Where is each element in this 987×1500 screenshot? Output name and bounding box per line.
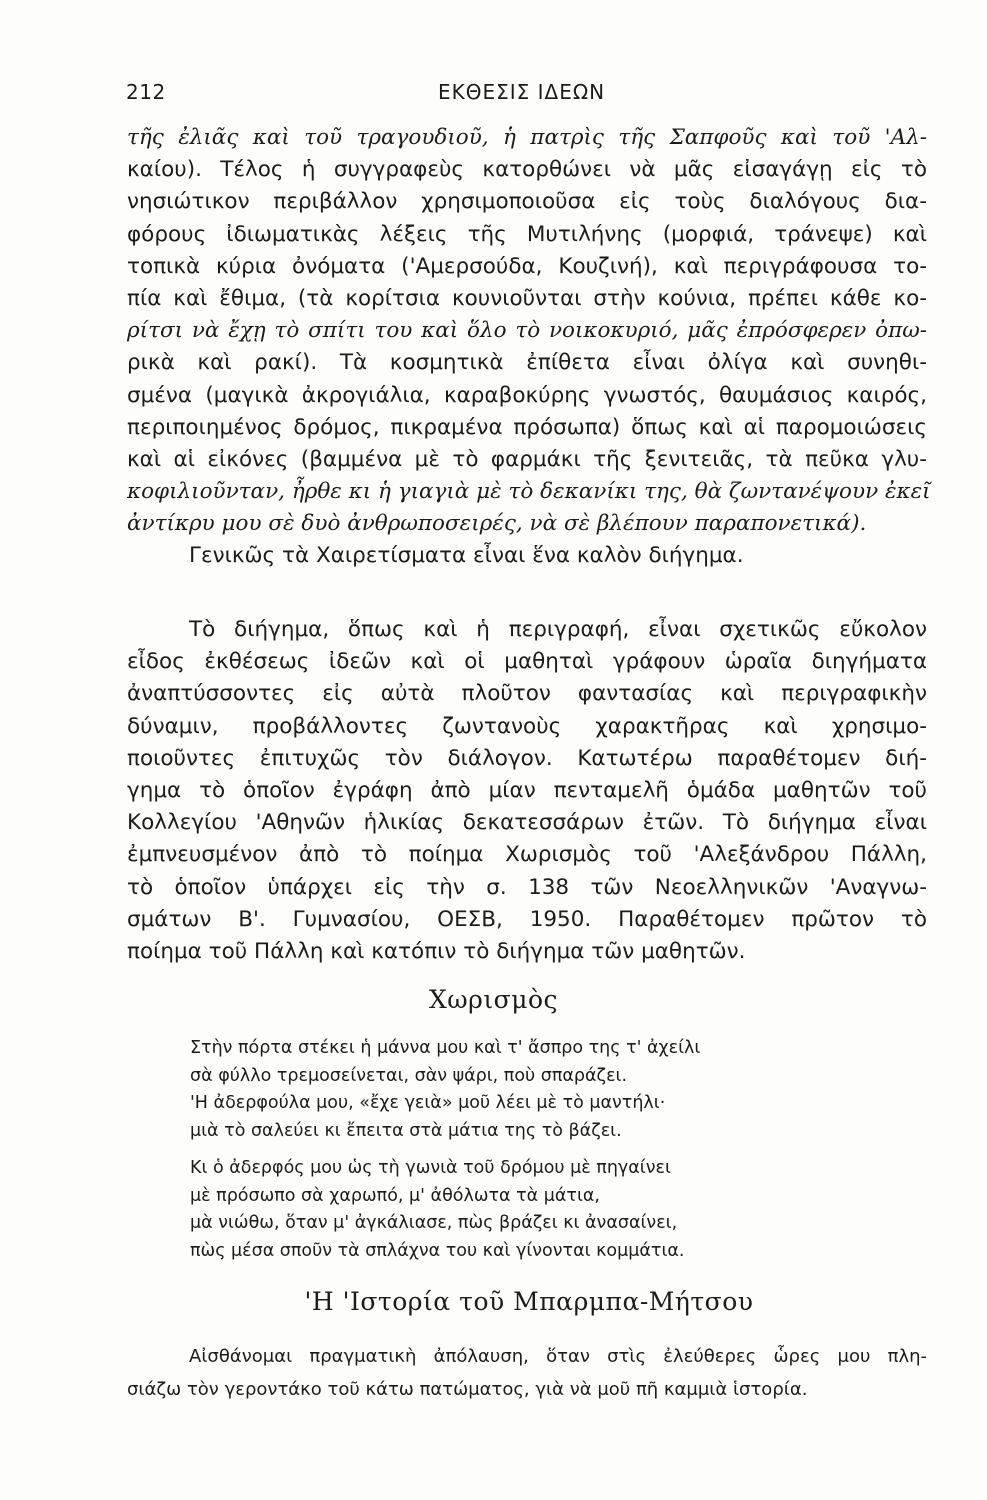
text-line: σιάζω τὸν γεροντάκο τοῦ κάτω πατώματος, γιὰ νὰ μοῦ πῆ καμμιὰ ἱστορία. xyxy=(127,1379,808,1400)
poem-line: σὰ φύλλο τρεμοσείνεται, σὰν ψάρι, ποὺ σπαράζει. xyxy=(190,1065,628,1086)
text-line: εἶδος ἐκθέσεως ἰδεῶν καὶ οἱ μαθηταὶ γράφουν ὡραῖα διηγήματα xyxy=(127,649,927,675)
poem-stanza-1 xyxy=(190,1035,910,1145)
text-line: σμένα (μαγικὰ ἀκρογιάλια, καραβοκύρης γνωστός, θαυμάσιος καιρός, xyxy=(127,382,927,408)
text-line: ἐμπνευσμένον ἀπὸ τὸ ποίημα Χωρισμὸς τοῦ 'Αλεξάνδρου Πάλλη, xyxy=(127,842,927,868)
story-opening xyxy=(127,1340,927,1406)
page-number: 212 xyxy=(126,80,166,104)
text-line: τὸ ὁποῖον ὑπάρχει εἰς τὴν σ. 138 τῶν Νεοελληνικῶν 'Αναγνω- xyxy=(127,874,927,900)
text-line: ρικὰ καὶ ρακί). Τὰ κοσμητικὰ ἐπίθετα εἶναι ὀλίγα καὶ συνηθι- xyxy=(127,350,927,376)
running-title: ΕΚΘΕΣΙΣ ΙΔΕΩΝ xyxy=(438,80,606,104)
poem-line: πὼς μέσα σποῦν τὰ σπλάχνα του καὶ γίνονται κομμάτια. xyxy=(190,1240,685,1261)
text-line: τοπικὰ κύρια ὀνόματα ('Αμερσούδα, Κουζινή), καὶ περιγράφουσα το- xyxy=(127,253,927,279)
page-header xyxy=(126,80,926,110)
text-line: φόρους ἰδιωματικὰς λέξεις τῆς Μυτιλήνης (μορφιά, τράνεψε) καὶ xyxy=(127,221,927,247)
text-line: περιποιημένος δρόμος, πικραμένα πρόσωπα) ὅπως καὶ αἱ παρομοιώσεις xyxy=(127,414,927,440)
text-line: καίου). Τέλος ἡ συγγραφεὺς κατορθώνει νὰ μᾶς εἰσαγάγῃ εἰς τὸ xyxy=(127,157,927,183)
text-line: δύναμιν, προβάλλοντες ζωντανοὺς χαρακτῆρας καὶ χρησιμο- xyxy=(127,713,927,739)
paragraph-critique xyxy=(127,122,931,573)
text-line: νησιώτικον περιβάλλον χρησιμοποιοῦσα εἰς τοὺς διαλόγους δια- xyxy=(127,189,927,215)
poem-line: μιὰ τὸ σαλεύει κι ἔπειτα στὰ μάτια της τὸ βάζει. xyxy=(190,1120,622,1141)
text-line: Αἰσθάνομαι πραγματικὴ ἀπόλαυση, ὅταν στὶς ἐλεύθερες ὧρες μου πλη- xyxy=(189,1346,927,1367)
poem-line: Στὴν πόρτα στέκει ἡ μάννα μου καὶ τ' ἄσπρο της τ' ἀχείλι xyxy=(190,1038,701,1058)
text-line: ἀναπτύσσοντες εἰς αὐτὰ πλοῦτον φαντασίας καὶ περιγραφικὴν xyxy=(127,681,927,707)
poem-line: Κι ὁ ἀδερφός μου ὡς τὴ γωνιὰ τοῦ δρόμου μὲ πηγαίνει xyxy=(190,1158,671,1178)
text-line: ρίτσι νὰ ἔχῃ τὸ σπίτι του καὶ ὅλο τὸ νοικοκυριό, μᾶς ἐπρόσφερεν ὀπω- xyxy=(127,318,927,344)
paragraph-story-intro xyxy=(127,614,927,968)
text-line: κοφιλιοῦνταν, ἦρθε κι ἡ γιαγιὰ μὲ τὸ δεκανίκι της, θὰ ζωντανέψουν ἐκεῖ xyxy=(127,479,931,505)
poem-line: 'Η ἀδερφούλα μου, «ἔχε γειὰ» μοῦ λέει μὲ τὸ μαντήλι· xyxy=(190,1093,666,1113)
poem-line: μὰ νιώθω, ὅταν μ' ἀγκάλιασε, πὼς βράζει κι ἀνασαίνει, xyxy=(190,1213,678,1233)
text-line: γημα τὸ ὁποῖον ἐγράφη ἀπὸ μίαν πενταμελῆ ὁμάδα μαθητῶν τοῦ xyxy=(127,777,927,803)
text-line: ποίημα τοῦ Πάλλη καὶ κατόπιν τὸ διήγημα τῶν μαθητῶν. xyxy=(127,938,746,964)
text-line: ποιοῦντες ἐπιτυχῶς τὸν διάλογον. Κατωτέρω παραθέτομεν διή- xyxy=(127,745,927,771)
text-line: σμάτων Β'. Γυμνασίου, ΟΕΣΒ, 1950. Παραθέτομεν πρῶτον τὸ xyxy=(127,906,927,932)
story-title: 'Η 'Ιστορία τοῦ Μπαρμπα-Μήτσου xyxy=(304,1287,754,1316)
text-line: ἀντίκρυ μου σὲ δυὸ ἀνθρωποσειρές, νὰ σὲ βλέπουν παραπονετικά). xyxy=(127,511,867,537)
text-line: Κολλεγίου 'Αθηνῶν ἡλικίας δεκατεσσάρων ἐτῶν. Τὸ διήγημα εἶναι xyxy=(127,810,927,836)
text-line: Γενικῶς τὰ Χαιρετίσματα εἶναι ἕνα καλὸν διήγημα. xyxy=(189,543,744,569)
text-line: Τὸ διήγημα, ὅπως καὶ ἡ περιγραφή, εἶναι σχετικῶς εὔκολον xyxy=(189,617,927,642)
text-line: τῆς ἐλιᾶς καὶ τοῦ τραγουδιοῦ, ἡ πατρὶς τῆς Σαπφοῦς καὶ τοῦ 'Αλ- xyxy=(127,125,927,150)
poem-title: Χωρισμὸς xyxy=(428,985,559,1014)
poem-stanza-2 xyxy=(190,1155,910,1265)
text-line: πία καὶ ἔθιμα, (τὰ κορίτσια κουνιοῦνται στὴν κούνια, πρέπει κάθε κο- xyxy=(127,285,927,311)
text-line: καὶ αἱ εἰκόνες (βαμμένα μὲ τὸ φαρμάκι τῆς ξενιτειᾶς, τὰ πεῦκα γλυ- xyxy=(127,446,927,472)
poem-line: μὲ πρόσωπο σὰ χαρωπό, μ' ἀθόλωτα τὰ μάτια, xyxy=(190,1185,600,1206)
